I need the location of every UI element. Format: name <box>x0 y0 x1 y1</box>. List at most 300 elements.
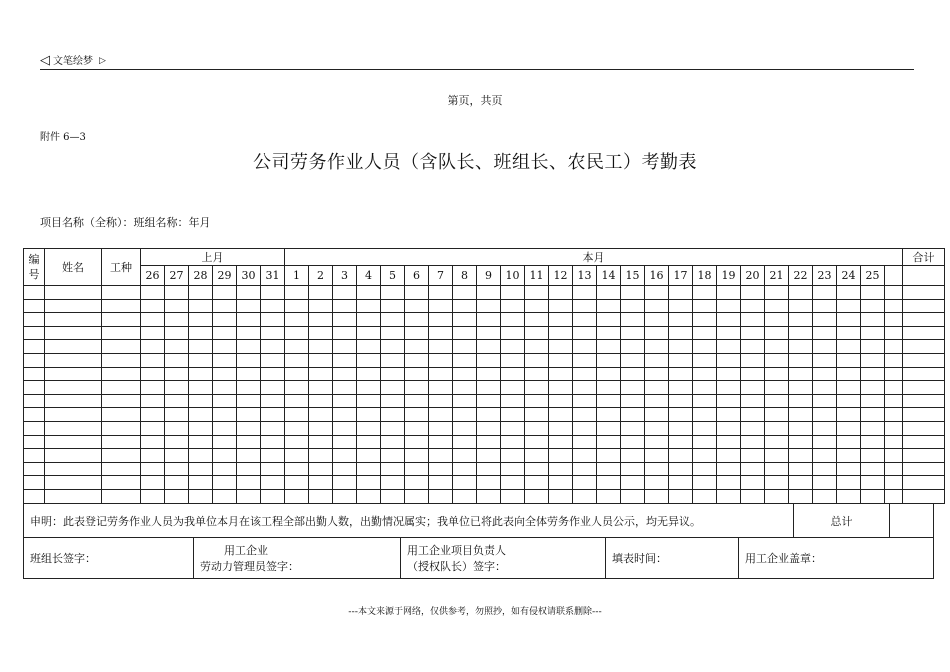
attendance-cell[interactable] <box>309 299 333 313</box>
attendance-cell[interactable] <box>381 476 405 490</box>
attendance-cell[interactable] <box>333 394 357 408</box>
attendance-cell[interactable] <box>789 394 813 408</box>
attendance-cell[interactable] <box>189 340 213 354</box>
attendance-cell[interactable] <box>165 286 189 300</box>
attendance-cell[interactable] <box>381 313 405 327</box>
attendance-cell[interactable] <box>573 381 597 395</box>
attendance-cell[interactable] <box>405 313 429 327</box>
attendance-cell[interactable] <box>477 421 501 435</box>
attendance-cell[interactable] <box>597 353 621 367</box>
attendance-cell[interactable] <box>693 313 717 327</box>
attendance-cell[interactable] <box>693 353 717 367</box>
attendance-cell[interactable] <box>789 449 813 463</box>
attendance-cell[interactable] <box>309 313 333 327</box>
attendance-cell[interactable] <box>141 435 165 449</box>
attendance-cell[interactable] <box>693 326 717 340</box>
attendance-cell[interactable] <box>237 462 261 476</box>
attendance-cell[interactable] <box>813 408 837 422</box>
attendance-cell[interactable] <box>102 286 141 300</box>
attendance-cell[interactable] <box>213 462 237 476</box>
attendance-cell[interactable] <box>357 286 381 300</box>
attendance-cell[interactable] <box>597 462 621 476</box>
attendance-cell[interactable] <box>861 381 885 395</box>
attendance-cell[interactable] <box>237 489 261 503</box>
attendance-cell[interactable] <box>213 421 237 435</box>
attendance-cell[interactable] <box>45 299 102 313</box>
attendance-cell[interactable] <box>45 394 102 408</box>
attendance-cell[interactable] <box>885 408 903 422</box>
attendance-cell[interactable] <box>24 326 45 340</box>
attendance-cell[interactable] <box>903 326 945 340</box>
attendance-cell[interactable] <box>861 367 885 381</box>
attendance-cell[interactable] <box>669 449 693 463</box>
attendance-cell[interactable] <box>141 326 165 340</box>
attendance-cell[interactable] <box>789 489 813 503</box>
attendance-cell[interactable] <box>141 476 165 490</box>
attendance-cell[interactable] <box>837 326 861 340</box>
attendance-cell[interactable] <box>189 435 213 449</box>
attendance-cell[interactable] <box>861 394 885 408</box>
attendance-cell[interactable] <box>165 408 189 422</box>
attendance-cell[interactable] <box>693 449 717 463</box>
attendance-cell[interactable] <box>165 299 189 313</box>
attendance-cell[interactable] <box>453 286 477 300</box>
attendance-cell[interactable] <box>333 462 357 476</box>
attendance-cell[interactable] <box>477 394 501 408</box>
attendance-cell[interactable] <box>885 367 903 381</box>
attendance-cell[interactable] <box>357 476 381 490</box>
attendance-cell[interactable] <box>621 449 645 463</box>
attendance-cell[interactable] <box>885 326 903 340</box>
attendance-cell[interactable] <box>645 381 669 395</box>
attendance-cell[interactable] <box>789 381 813 395</box>
attendance-cell[interactable] <box>741 435 765 449</box>
attendance-cell[interactable] <box>102 326 141 340</box>
attendance-cell[interactable] <box>669 286 693 300</box>
attendance-cell[interactable] <box>165 313 189 327</box>
attendance-cell[interactable] <box>885 435 903 449</box>
attendance-cell[interactable] <box>765 367 789 381</box>
attendance-cell[interactable] <box>141 421 165 435</box>
attendance-cell[interactable] <box>189 299 213 313</box>
attendance-cell[interactable] <box>189 381 213 395</box>
attendance-cell[interactable] <box>261 299 285 313</box>
attendance-cell[interactable] <box>837 462 861 476</box>
attendance-cell[interactable] <box>102 421 141 435</box>
attendance-cell[interactable] <box>837 381 861 395</box>
attendance-cell[interactable] <box>24 340 45 354</box>
attendance-cell[interactable] <box>903 340 945 354</box>
attendance-cell[interactable] <box>189 367 213 381</box>
attendance-cell[interactable] <box>189 313 213 327</box>
attendance-cell[interactable] <box>621 299 645 313</box>
attendance-cell[interactable] <box>213 408 237 422</box>
attendance-cell[interactable] <box>102 408 141 422</box>
attendance-cell[interactable] <box>549 408 573 422</box>
attendance-cell[interactable] <box>573 462 597 476</box>
attendance-cell[interactable] <box>573 489 597 503</box>
attendance-cell[interactable] <box>477 313 501 327</box>
attendance-cell[interactable] <box>189 462 213 476</box>
attendance-cell[interactable] <box>165 489 189 503</box>
attendance-cell[interactable] <box>501 476 525 490</box>
attendance-cell[interactable] <box>213 353 237 367</box>
attendance-cell[interactable] <box>549 381 573 395</box>
attendance-cell[interactable] <box>765 489 789 503</box>
attendance-cell[interactable] <box>525 340 549 354</box>
attendance-cell[interactable] <box>357 353 381 367</box>
attendance-cell[interactable] <box>525 394 549 408</box>
attendance-cell[interactable] <box>477 367 501 381</box>
attendance-cell[interactable] <box>45 381 102 395</box>
attendance-cell[interactable] <box>381 353 405 367</box>
attendance-cell[interactable] <box>237 421 261 435</box>
attendance-cell[interactable] <box>453 299 477 313</box>
attendance-cell[interactable] <box>885 313 903 327</box>
attendance-cell[interactable] <box>903 286 945 300</box>
attendance-cell[interactable] <box>477 476 501 490</box>
attendance-cell[interactable] <box>501 353 525 367</box>
attendance-cell[interactable] <box>189 449 213 463</box>
attendance-cell[interactable] <box>645 435 669 449</box>
attendance-cell[interactable] <box>165 421 189 435</box>
attendance-cell[interactable] <box>357 421 381 435</box>
attendance-cell[interactable] <box>813 462 837 476</box>
attendance-cell[interactable] <box>525 421 549 435</box>
attendance-cell[interactable] <box>789 299 813 313</box>
attendance-cell[interactable] <box>141 449 165 463</box>
attendance-cell[interactable] <box>765 462 789 476</box>
attendance-cell[interactable] <box>573 299 597 313</box>
attendance-cell[interactable] <box>741 408 765 422</box>
attendance-cell[interactable] <box>903 367 945 381</box>
attendance-cell[interactable] <box>789 340 813 354</box>
attendance-cell[interactable] <box>765 408 789 422</box>
attendance-cell[interactable] <box>525 286 549 300</box>
attendance-cell[interactable] <box>717 381 741 395</box>
attendance-cell[interactable] <box>102 340 141 354</box>
attendance-cell[interactable] <box>405 340 429 354</box>
attendance-cell[interactable] <box>453 313 477 327</box>
attendance-cell[interactable] <box>189 353 213 367</box>
attendance-cell[interactable] <box>24 286 45 300</box>
attendance-cell[interactable] <box>549 489 573 503</box>
attendance-cell[interactable] <box>573 435 597 449</box>
attendance-cell[interactable] <box>573 476 597 490</box>
attendance-cell[interactable] <box>309 435 333 449</box>
attendance-cell[interactable] <box>669 353 693 367</box>
attendance-cell[interactable] <box>861 408 885 422</box>
attendance-cell[interactable] <box>549 435 573 449</box>
attendance-cell[interactable] <box>429 367 453 381</box>
attendance-cell[interactable] <box>429 435 453 449</box>
attendance-cell[interactable] <box>765 353 789 367</box>
attendance-cell[interactable] <box>285 313 309 327</box>
attendance-cell[interactable] <box>717 286 741 300</box>
attendance-cell[interactable] <box>501 299 525 313</box>
attendance-cell[interactable] <box>861 299 885 313</box>
attendance-cell[interactable] <box>285 381 309 395</box>
attendance-cell[interactable] <box>102 462 141 476</box>
attendance-cell[interactable] <box>885 449 903 463</box>
attendance-cell[interactable] <box>261 381 285 395</box>
attendance-cell[interactable] <box>741 299 765 313</box>
labor-manager-signature[interactable] <box>194 538 401 579</box>
attendance-cell[interactable] <box>24 394 45 408</box>
attendance-cell[interactable] <box>261 353 285 367</box>
attendance-cell[interactable] <box>309 394 333 408</box>
attendance-cell[interactable] <box>333 435 357 449</box>
attendance-cell[interactable] <box>285 340 309 354</box>
attendance-cell[interactable] <box>693 367 717 381</box>
attendance-cell[interactable] <box>597 489 621 503</box>
attendance-cell[interactable] <box>381 449 405 463</box>
attendance-cell[interactable] <box>621 340 645 354</box>
attendance-cell[interactable] <box>285 489 309 503</box>
attendance-cell[interactable] <box>24 313 45 327</box>
attendance-cell[interactable] <box>645 449 669 463</box>
attendance-cell[interactable] <box>693 381 717 395</box>
attendance-cell[interactable] <box>573 313 597 327</box>
attendance-cell[interactable] <box>141 353 165 367</box>
attendance-cell[interactable] <box>789 326 813 340</box>
attendance-cell[interactable] <box>357 462 381 476</box>
attendance-cell[interactable] <box>309 408 333 422</box>
attendance-cell[interactable] <box>885 340 903 354</box>
attendance-cell[interactable] <box>861 286 885 300</box>
attendance-cell[interactable] <box>237 381 261 395</box>
attendance-cell[interactable] <box>693 421 717 435</box>
attendance-cell[interactable] <box>621 476 645 490</box>
attendance-cell[interactable] <box>429 381 453 395</box>
attendance-cell[interactable] <box>621 394 645 408</box>
attendance-cell[interactable] <box>645 421 669 435</box>
attendance-cell[interactable] <box>573 421 597 435</box>
attendance-cell[interactable] <box>261 489 285 503</box>
attendance-cell[interactable] <box>501 340 525 354</box>
attendance-cell[interactable] <box>789 462 813 476</box>
attendance-cell[interactable] <box>741 421 765 435</box>
attendance-cell[interactable] <box>261 286 285 300</box>
attendance-cell[interactable] <box>405 299 429 313</box>
attendance-cell[interactable] <box>837 299 861 313</box>
attendance-cell[interactable] <box>885 394 903 408</box>
attendance-cell[interactable] <box>45 340 102 354</box>
attendance-cell[interactable] <box>525 489 549 503</box>
attendance-cell[interactable] <box>717 449 741 463</box>
attendance-cell[interactable] <box>141 462 165 476</box>
attendance-cell[interactable] <box>24 421 45 435</box>
attendance-cell[interactable] <box>285 476 309 490</box>
attendance-cell[interactable] <box>453 340 477 354</box>
attendance-cell[interactable] <box>837 421 861 435</box>
attendance-cell[interactable] <box>669 326 693 340</box>
attendance-cell[interactable] <box>837 408 861 422</box>
attendance-cell[interactable] <box>237 353 261 367</box>
attendance-cell[interactable] <box>285 435 309 449</box>
attendance-cell[interactable] <box>45 326 102 340</box>
attendance-cell[interactable] <box>525 476 549 490</box>
attendance-cell[interactable] <box>429 340 453 354</box>
attendance-cell[interactable] <box>165 367 189 381</box>
attendance-cell[interactable] <box>213 367 237 381</box>
attendance-cell[interactable] <box>429 476 453 490</box>
attendance-cell[interactable] <box>765 326 789 340</box>
attendance-cell[interactable] <box>429 313 453 327</box>
attendance-cell[interactable] <box>45 367 102 381</box>
attendance-cell[interactable] <box>525 435 549 449</box>
attendance-cell[interactable] <box>549 299 573 313</box>
attendance-cell[interactable] <box>693 476 717 490</box>
attendance-cell[interactable] <box>717 476 741 490</box>
attendance-cell[interactable] <box>501 381 525 395</box>
attendance-cell[interactable] <box>189 286 213 300</box>
attendance-cell[interactable] <box>141 313 165 327</box>
attendance-cell[interactable] <box>333 299 357 313</box>
attendance-cell[interactable] <box>903 435 945 449</box>
attendance-cell[interactable] <box>261 340 285 354</box>
attendance-cell[interactable] <box>741 353 765 367</box>
attendance-cell[interactable] <box>903 476 945 490</box>
attendance-cell[interactable] <box>477 435 501 449</box>
attendance-cell[interactable] <box>903 462 945 476</box>
attendance-cell[interactable] <box>405 408 429 422</box>
attendance-cell[interactable] <box>357 326 381 340</box>
attendance-cell[interactable] <box>861 353 885 367</box>
attendance-cell[interactable] <box>45 476 102 490</box>
attendance-cell[interactable] <box>165 326 189 340</box>
attendance-cell[interactable] <box>333 340 357 354</box>
attendance-cell[interactable] <box>165 435 189 449</box>
attendance-cell[interactable] <box>549 421 573 435</box>
project-manager-signature[interactable] <box>401 538 606 579</box>
attendance-cell[interactable] <box>381 286 405 300</box>
attendance-cell[interactable] <box>309 353 333 367</box>
attendance-cell[interactable] <box>669 462 693 476</box>
attendance-cell[interactable] <box>189 421 213 435</box>
attendance-cell[interactable] <box>24 435 45 449</box>
attendance-cell[interactable] <box>765 340 789 354</box>
attendance-cell[interactable] <box>813 367 837 381</box>
attendance-cell[interactable] <box>789 367 813 381</box>
attendance-cell[interactable] <box>573 340 597 354</box>
attendance-cell[interactable] <box>597 313 621 327</box>
attendance-cell[interactable] <box>693 408 717 422</box>
attendance-cell[interactable] <box>309 367 333 381</box>
attendance-cell[interactable] <box>501 449 525 463</box>
attendance-cell[interactable] <box>261 476 285 490</box>
attendance-cell[interactable] <box>24 408 45 422</box>
attendance-cell[interactable] <box>453 367 477 381</box>
attendance-cell[interactable] <box>237 326 261 340</box>
attendance-cell[interactable] <box>213 299 237 313</box>
attendance-cell[interactable] <box>165 394 189 408</box>
attendance-cell[interactable] <box>213 489 237 503</box>
attendance-cell[interactable] <box>189 394 213 408</box>
attendance-cell[interactable] <box>213 435 237 449</box>
attendance-cell[interactable] <box>621 381 645 395</box>
attendance-cell[interactable] <box>903 299 945 313</box>
attendance-cell[interactable] <box>102 299 141 313</box>
attendance-cell[interactable] <box>765 476 789 490</box>
attendance-cell[interactable] <box>333 286 357 300</box>
attendance-cell[interactable] <box>717 299 741 313</box>
attendance-cell[interactable] <box>45 408 102 422</box>
attendance-cell[interactable] <box>237 449 261 463</box>
attendance-cell[interactable] <box>717 313 741 327</box>
attendance-cell[interactable] <box>549 476 573 490</box>
attendance-cell[interactable] <box>381 462 405 476</box>
attendance-cell[interactable] <box>765 381 789 395</box>
attendance-cell[interactable] <box>45 462 102 476</box>
attendance-cell[interactable] <box>381 381 405 395</box>
attendance-cell[interactable] <box>789 435 813 449</box>
attendance-cell[interactable] <box>24 299 45 313</box>
attendance-cell[interactable] <box>525 449 549 463</box>
attendance-cell[interactable] <box>669 421 693 435</box>
attendance-cell[interactable] <box>102 381 141 395</box>
attendance-cell[interactable] <box>903 421 945 435</box>
attendance-cell[interactable] <box>165 353 189 367</box>
attendance-cell[interactable] <box>903 313 945 327</box>
attendance-cell[interactable] <box>597 476 621 490</box>
attendance-cell[interactable] <box>429 408 453 422</box>
attendance-cell[interactable] <box>813 394 837 408</box>
attendance-cell[interactable] <box>477 340 501 354</box>
team-leader-signature[interactable]: 班组长签字： <box>24 538 194 579</box>
attendance-cell[interactable] <box>573 367 597 381</box>
attendance-cell[interactable] <box>381 421 405 435</box>
attendance-cell[interactable] <box>261 435 285 449</box>
attendance-cell[interactable] <box>501 462 525 476</box>
attendance-cell[interactable] <box>261 313 285 327</box>
attendance-cell[interactable] <box>102 367 141 381</box>
attendance-cell[interactable] <box>381 326 405 340</box>
attendance-cell[interactable] <box>357 381 381 395</box>
attendance-cell[interactable] <box>621 408 645 422</box>
attendance-cell[interactable] <box>741 340 765 354</box>
attendance-cell[interactable] <box>789 353 813 367</box>
attendance-cell[interactable] <box>741 394 765 408</box>
attendance-cell[interactable] <box>645 462 669 476</box>
attendance-cell[interactable] <box>741 462 765 476</box>
attendance-cell[interactable] <box>813 435 837 449</box>
attendance-cell[interactable] <box>525 353 549 367</box>
attendance-cell[interactable] <box>765 449 789 463</box>
company-seal[interactable]: 用工企业盖章： <box>739 538 934 579</box>
attendance-cell[interactable] <box>813 353 837 367</box>
attendance-cell[interactable] <box>24 353 45 367</box>
attendance-cell[interactable] <box>189 489 213 503</box>
attendance-cell[interactable] <box>597 299 621 313</box>
attendance-cell[interactable] <box>717 408 741 422</box>
attendance-cell[interactable] <box>501 313 525 327</box>
grand-total-value[interactable] <box>890 504 934 538</box>
attendance-cell[interactable] <box>285 367 309 381</box>
attendance-cell[interactable] <box>621 286 645 300</box>
attendance-cell[interactable] <box>285 394 309 408</box>
attendance-cell[interactable] <box>573 286 597 300</box>
attendance-cell[interactable] <box>357 435 381 449</box>
attendance-cell[interactable] <box>237 340 261 354</box>
attendance-cell[interactable] <box>903 408 945 422</box>
attendance-cell[interactable] <box>621 326 645 340</box>
attendance-cell[interactable] <box>837 476 861 490</box>
attendance-cell[interactable] <box>885 476 903 490</box>
attendance-cell[interactable] <box>189 326 213 340</box>
attendance-cell[interactable] <box>429 462 453 476</box>
attendance-cell[interactable] <box>621 462 645 476</box>
